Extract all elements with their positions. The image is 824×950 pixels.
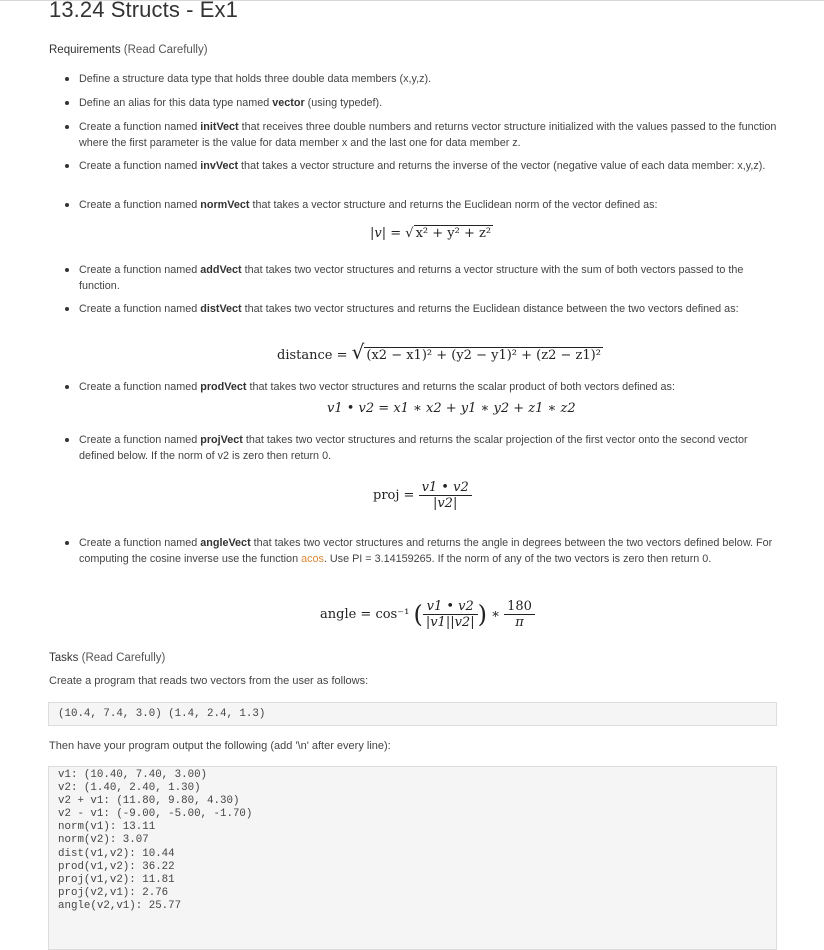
angle-formula: angle = cos⁻¹ ( $\frac{v1 • v2}{|v1||v2|}$ ) ∗ $\frac{180}{\pi}$ bbox=[320, 599, 535, 630]
requirements-heading-text: Requirements bbox=[49, 44, 121, 56]
tasks-heading-text: Tasks bbox=[49, 652, 79, 664]
left-paren: ( bbox=[413, 600, 423, 629]
degree-fraction: $\frac{180}{\pi}$ bbox=[504, 599, 535, 630]
product-formula: v1 • v2 = x1 ∗ x2 + y1 ∗ y2 + z1 ∗ z2 bbox=[327, 401, 576, 416]
requirement-item: Create a function named initVect that receives three double numbers and returns vector structure initialized with the values passed to the function where the first parameter is the value for data member x and the last one for data member z. bbox=[79, 119, 779, 151]
output-line: prod(v1,v2): 36.22 bbox=[58, 860, 175, 873]
requirement-item: Define an alias for this data type named vector (using typedef). bbox=[79, 95, 779, 111]
requirements-note: (Read Carefully) bbox=[123, 44, 208, 56]
output-line: angle(v2,v1): 25.77 bbox=[58, 899, 182, 912]
output-line: norm(v1): 13.11 bbox=[58, 821, 156, 834]
output-example-block bbox=[48, 766, 777, 950]
acos-link[interactable]: acos bbox=[301, 553, 324, 565]
requirement-item: Create a function named normVect that takes a vector structure and returns the Euclidean norm of the vector defined as: bbox=[79, 197, 779, 213]
requirement-item: Define a structure data type that holds three double data members (x,y,z). bbox=[79, 71, 779, 87]
output-intro: Then have your program output the following (add '\n' after every line): bbox=[49, 740, 391, 752]
output-line: dist(v1,v2): 10.44 bbox=[58, 847, 175, 860]
input-example-block bbox=[48, 702, 777, 726]
requirement-item: Create a function named prodVect that takes two vector structures and returns the scalar product of both vectors defined as: bbox=[79, 379, 779, 395]
tasks-note: (Read Carefully) bbox=[81, 652, 166, 664]
output-line: proj(v1,v2): 11.81 bbox=[58, 873, 175, 886]
requirement-item: Create a function named invVect that takes a vector structure and returns the inverse of the vector (negative value of each data member: x,y,z). bbox=[79, 158, 779, 174]
input-example: (10.4, 7.4, 3.0) (1.4, 2.4, 1.3) bbox=[58, 708, 266, 720]
requirements-heading bbox=[49, 44, 208, 56]
sqrt-symbol: √ bbox=[351, 340, 365, 364]
output-line: norm(v2): 3.07 bbox=[58, 834, 149, 847]
output-line: proj(v2,v1): 2.76 bbox=[58, 886, 169, 899]
norm-formula: |v| = √ x² + y² + z² bbox=[370, 226, 492, 241]
requirement-item: Create a function named projVect that takes two vector structures and returns the scalar projection of the first vector onto the second vector defined below. If the norm of v2 is zero then return 0. bbox=[79, 432, 779, 464]
projection-formula: proj = $\frac{v1 • v2}{|v2|}$ bbox=[373, 480, 472, 511]
tasks-intro: Create a program that reads two vectors from the user as follows: bbox=[49, 675, 369, 687]
requirement-item: Create a function named angleVect that takes two vector structures and returns the angle in degrees between the two vectors defined below. For computing the cosine inverse use the function acos. Use PI = 3.14159265. If the norm of any of the two vectors is zero then return 0. bbox=[79, 535, 779, 567]
output-line: v2 - v1: (-9.00, -5.00, -1.70) bbox=[58, 808, 253, 821]
output-line: v2 + v1: (11.80, 9.80, 4.30) bbox=[58, 795, 240, 808]
output-line: v2: (1.40, 2.40, 1.30) bbox=[58, 782, 201, 795]
distance-formula: distance = √ (x2 − x1)² + (y2 − y1)² + (z2 − z1)² bbox=[277, 340, 601, 364]
angle-fraction: $\frac{v1 • v2}{|v1||v2|}$ bbox=[423, 599, 478, 630]
output-line: v1: (10.40, 7.40, 3.00) bbox=[58, 769, 208, 781]
page-title: 13.24 Structs - Ex1 bbox=[49, 0, 238, 22]
right-paren: ) bbox=[477, 600, 487, 629]
tasks-heading bbox=[49, 652, 165, 664]
requirement-item: Create a function named addVect that takes two vector structures and returns a vector structure with the sum of both vectors passed to the function. bbox=[79, 262, 779, 294]
projection-fraction: $\frac{v1 • v2}{|v2|}$ bbox=[419, 480, 472, 511]
sqrt-symbol: √ bbox=[405, 226, 414, 241]
requirement-item: Create a function named distVect that takes two vector structures and returns the Euclidean distance between the two vectors defined as: bbox=[79, 301, 779, 317]
